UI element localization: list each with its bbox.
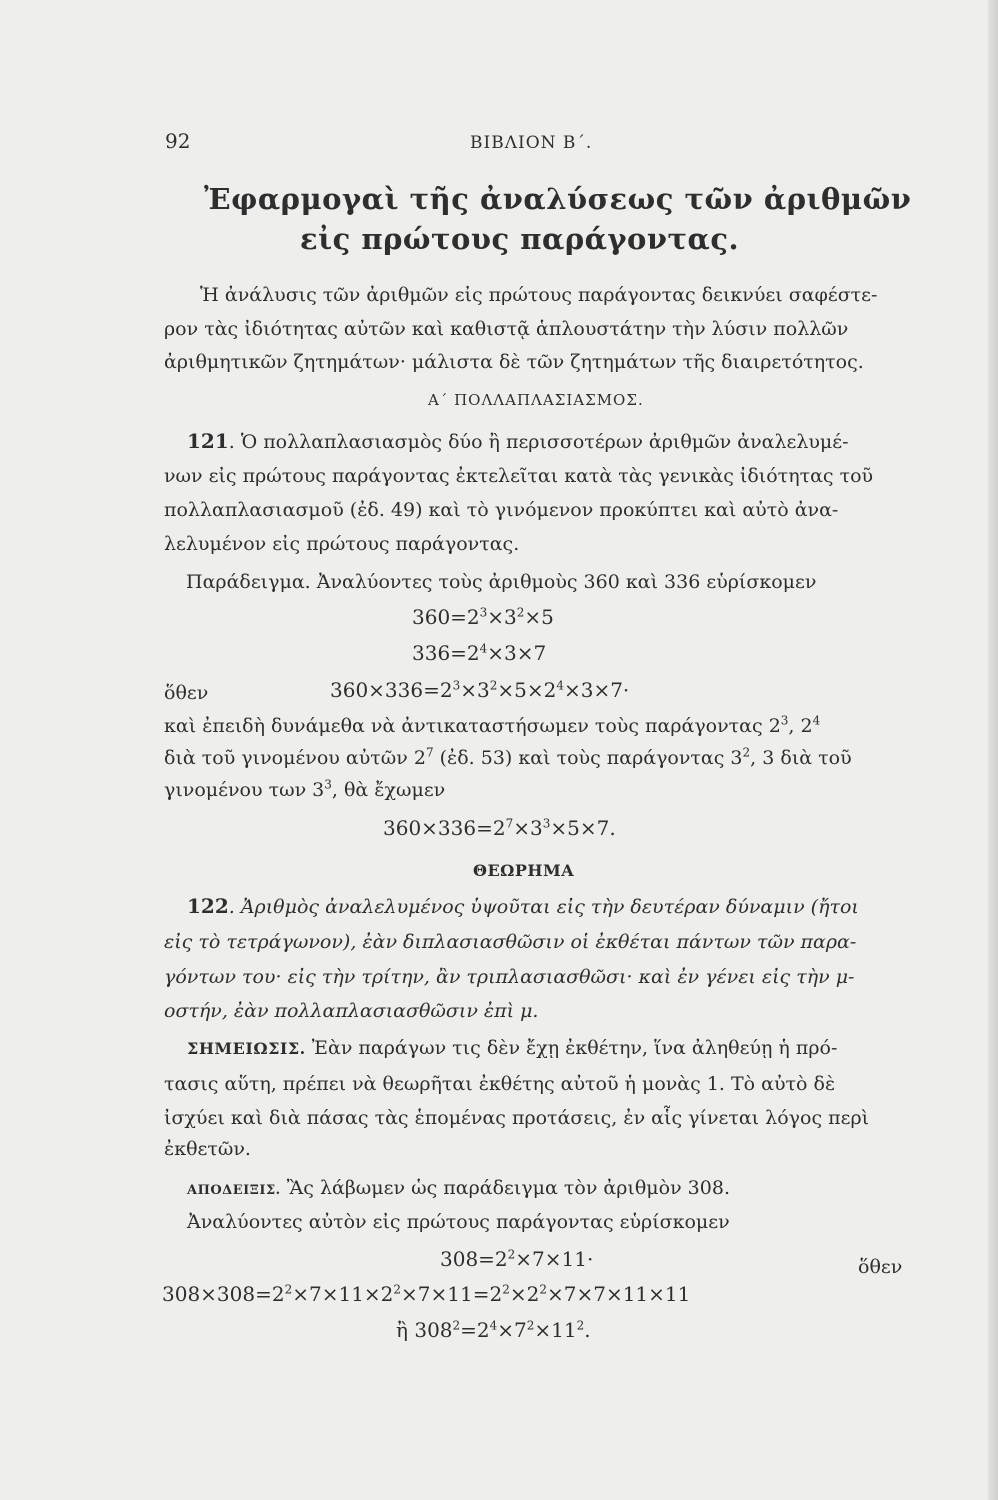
intro-line-1: Ἡ ἀνάλυσις τῶν ἀριθμῶν εἰς πρώτους παράγοντας δεικνύει σαφέστε-	[200, 284, 878, 306]
note-line-4: ἐκθετῶν.	[164, 1138, 251, 1160]
paragraph-122-line-3: γόντων του· εἰς τὴν τρίτην, ἂν τριπλασιασθῶσι· καὶ ἐν γένει εἰς τὴν μ-	[164, 966, 855, 988]
running-title: ΒΙΒΛΙΟΝ Β΄.	[470, 133, 593, 153]
intro-line-3: ἀριθμητικῶν ζητημάτων· μάλιστα δὲ τῶν ζητημάτων τῆς διαιρετότητος.	[164, 351, 864, 373]
section-title-line2: εἰς πρώτους παράγοντας.	[300, 222, 740, 256]
paragraph-text: . Ὁ πολλαπλασιασμὸς δύο ἢ περισσοτέρων ἀριθμῶν ἀναλελυμέ-	[228, 431, 849, 453]
subsection-heading: Α΄ ΠΟΛΛΑΠΛΑΣΙΑΣΜΟΣ.	[428, 391, 644, 409]
proof-label: ΑΠΟΔΕΙΞΙΣ.	[187, 1183, 281, 1198]
equation-final-product: $360\times 336=2^7\times 3^3\times 5\times 7$.	[383, 816, 616, 840]
paragraph-121-line-4: λελυμένον εἰς πρώτους παράγοντας.	[164, 533, 520, 555]
section-title-line1: Ἐφαρμογαὶ τῆς ἀναλύσεως τῶν ἀριθμῶν	[204, 182, 912, 216]
equation-360: $360=2^3\times 3^2\times 5$	[412, 605, 554, 629]
equation-336: $336=2^4\times 3\times 7$	[412, 641, 547, 665]
note-label: ΣΗΜΕΙΩΣΙΣ.	[187, 1039, 306, 1058]
note-line-1: ΣΗΜΕΙΩΣΙΣ. Ἐὰν παράγων τις δὲν ἔχῃ ἐκθέτην, ἵνα ἀληθεύῃ ἡ πρό-	[187, 1037, 838, 1059]
equation-308-squared-expansion: $308\times 308=2^2\times 7\times 11\times 2^2\times 7\times 11=2^2\times 2^2\times 7\times 7\times 11\times 11$	[162, 1282, 691, 1306]
hothen-label: ὅθεν	[164, 682, 209, 704]
theorem-heading: ΘΕΩΡΗΜΑ	[473, 861, 575, 880]
paragraph-122-line-2: εἰς τὸ τετράγωνον), ἐὰν διπλασιασθῶσιν οἱ ἐκθέται πάντων τῶν παρα-	[164, 931, 857, 953]
intro-line-2: ρον τὰς ἰδιότητας αὐτῶν καὶ καθιστᾷ ἁπλουστάτην τὴν λύσιν πολλῶν	[164, 318, 849, 340]
text-after-line-2: διὰ τοῦ γινομένου αὐτῶν $2^7$ (ἐδ. 53) καὶ τοὺς παράγοντας $3^2$, 3 διὰ τοῦ	[164, 745, 852, 769]
proof-line-2: Ἀναλύοντες αὐτὸν εἰς πρώτους παράγοντας εὑρίσκομεν	[187, 1211, 730, 1233]
equation-product: $360\times 336=2^3\times 3^2\times 5\times 2^4\times 3\times 7\cdot$	[330, 678, 630, 702]
text-after-line-3: γινομένου των $3^3$, θὰ ἔχωμεν	[164, 777, 446, 801]
paragraph-121-line-1	[187, 428, 849, 455]
equation-308-squared: ἢ $308^2=2^4\times 7^2\times 11^2$.	[396, 1318, 591, 1342]
equation-308: $308=2^2\times 7\times 11\cdot$	[440, 1247, 594, 1271]
paragraph-number: 122	[187, 894, 229, 918]
paragraph-122-line-1	[187, 893, 859, 920]
text-after-line-1: καὶ ἐπειδὴ δυνάμεθα νὰ ἀντικαταστήσωμεν τοὺς παράγοντας $2^3$, $2^4$	[164, 713, 821, 737]
proof-line-1: ΑΠΟΔΕΙΞΙΣ. Ἂς λάβωμεν ὡς παράδειγμα τὸν ἀριθμὸν 308.	[187, 1177, 730, 1199]
paragraph-122-line-4: οστήν, ἐὰν πολλαπλασιασθῶσιν ἐπὶ μ.	[164, 1000, 539, 1022]
hothen-label-2: ὅθεν	[858, 1256, 903, 1278]
paragraph-121-line-2: νων εἰς πρώτους παράγοντας ἐκτελεῖται κατὰ τὰς γενικὰς ἰδιότητας τοῦ	[164, 465, 874, 487]
example-line: Παράδειγμα. Ἀναλύοντες τοὺς ἀριθμοὺς 360 καὶ 336 εὑρίσκομεν	[186, 571, 817, 593]
page-number: 92	[165, 129, 191, 153]
paragraph-number: 121	[187, 429, 229, 453]
paragraph-121-line-3: πολλαπλασιασμοῦ (ἐδ. 49) καὶ τὸ γινόμενον προκύπτει καὶ αὐτὸ ἀνα-	[164, 499, 839, 521]
note-line-2: τασις αὕτη, πρέπει νὰ θεωρῆται ἐκθέτης αὐτοῦ ἡ μονὰς 1. Τὸ αὐτὸ δὲ	[164, 1073, 836, 1095]
note-line-3: ἰσχύει καὶ διὰ πάσας τὰς ἑπομένας προτάσεις, ἐν αἷς γίνεται λόγος περὶ	[164, 1107, 870, 1129]
scan-edge	[988, 0, 998, 1500]
paragraph-text: . Ἀριθμὸς ἀναλελυμένος ὑψοῦται εἰς τὴν δευτέραν δύναμιν (ἤτοι	[228, 896, 859, 918]
